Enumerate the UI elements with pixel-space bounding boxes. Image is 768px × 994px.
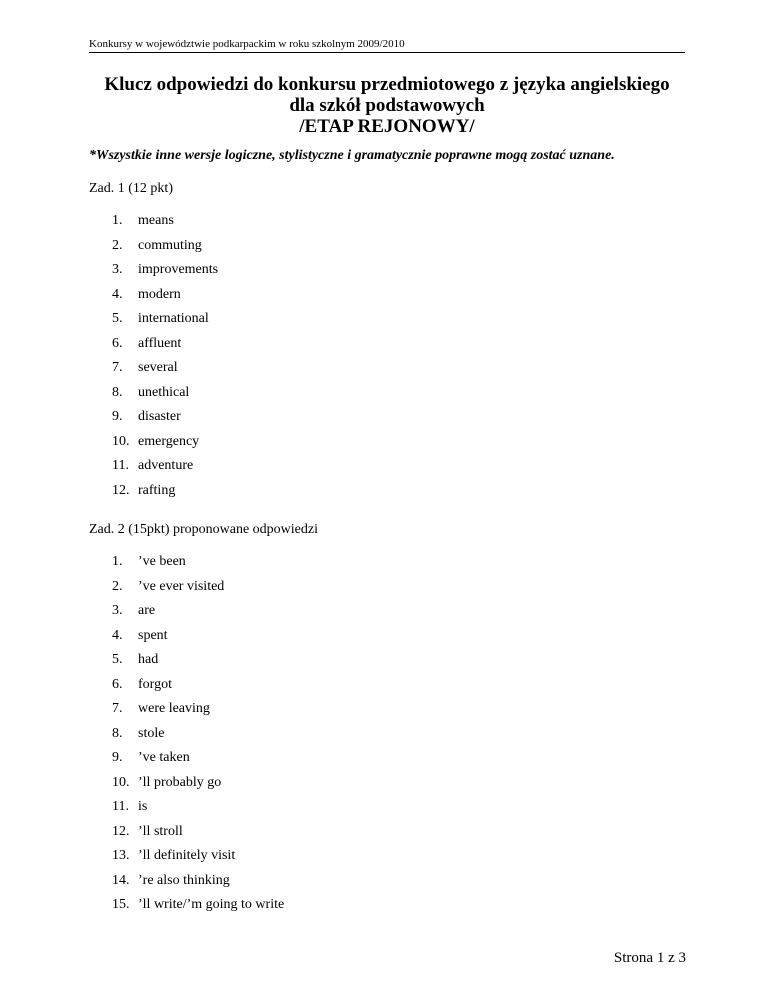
answer-number: 8.: [112, 725, 123, 741]
title-line-1: Klucz odpowiedzi do konkursu przedmiotowego z języka angielskiego: [104, 74, 670, 95]
answer-number: 11.: [112, 458, 129, 473]
answer-text: modern: [138, 286, 181, 302]
answer-number: 4.: [112, 286, 123, 302]
answer-number: 7.: [112, 360, 123, 375]
answer-text: several: [138, 360, 178, 375]
answer-number: 10.: [112, 774, 130, 790]
answer-text: rafting: [138, 482, 176, 498]
answer-text: are: [138, 603, 156, 618]
grading-note: *Wszystkie inne wersje logiczne, stylistyczne i gramatycznie poprawne mogą zostać uznane.: [89, 148, 615, 163]
answer-number: 1.: [112, 213, 123, 228]
answer-text: commuting: [138, 237, 202, 253]
document-title: [89, 74, 685, 137]
answer-text: ’ve ever visited: [138, 578, 225, 594]
answer-number: 6.: [112, 335, 123, 351]
answer-text: disaster: [138, 409, 181, 424]
answer-number: 13.: [112, 848, 130, 863]
answer-text: emergency: [138, 433, 200, 449]
answer-number: 8.: [112, 384, 123, 400]
answer-number: 6.: [112, 676, 123, 692]
answer-text: unethical: [138, 384, 190, 400]
answer-number: 7.: [112, 701, 123, 716]
answer-number: 9.: [112, 750, 123, 765]
answer-text: were leaving: [138, 701, 210, 716]
answer-text: international: [138, 311, 209, 326]
answer-number: 9.: [112, 409, 123, 424]
answer-number: 1.: [112, 554, 123, 569]
answer-number: 5.: [112, 652, 123, 667]
answer-text: affluent: [138, 335, 182, 351]
answer-text: ’ve taken: [138, 750, 190, 765]
answer-text: means: [138, 213, 174, 228]
answer-number: 2.: [112, 237, 123, 253]
task-2-heading: Zad. 2 (15pkt) proponowane odpowiedzi: [89, 522, 318, 537]
running-header: Konkursy w województwie podkarpackim w roku szkolnym 2009/2010: [89, 38, 685, 53]
answer-number: 12.: [112, 823, 130, 839]
answer-number: 2.: [112, 578, 123, 594]
answer-number: 3.: [112, 262, 123, 277]
answer-text: ’ve been: [138, 554, 186, 569]
answer-number: 11.: [112, 799, 129, 814]
answer-text: improvements: [138, 262, 219, 277]
answer-text: ’ll probably go: [138, 774, 222, 790]
title-line-3: /ETAP REJONOWY/: [299, 116, 475, 137]
answer-number: 5.: [112, 311, 123, 326]
answer-text: forgot: [138, 676, 172, 692]
answer-number: 12.: [112, 482, 130, 498]
answer-text: ’ll write/’m going to write: [138, 897, 285, 912]
answer-text: ’ll definitely visit: [138, 848, 236, 863]
answer-number: 3.: [112, 603, 123, 618]
answer-text: had: [138, 652, 159, 667]
task-1-heading: Zad. 1 (12 pkt): [89, 181, 173, 196]
answer-number: 14.: [112, 872, 130, 888]
page-number: Strona 1 z 3: [613, 950, 686, 966]
title-line-2: dla szkół podstawowych: [289, 95, 485, 116]
answer-text: is: [138, 799, 148, 814]
answer-text: stole: [138, 725, 165, 741]
answer-text: ’re also thinking: [138, 872, 230, 888]
answer-text: adventure: [138, 458, 194, 473]
answer-text: ’ll stroll: [138, 823, 183, 839]
answer-number: 10.: [112, 433, 130, 449]
answer-number: 15.: [112, 897, 130, 912]
answer-number: 4.: [112, 627, 123, 643]
answer-text: spent: [138, 627, 168, 643]
